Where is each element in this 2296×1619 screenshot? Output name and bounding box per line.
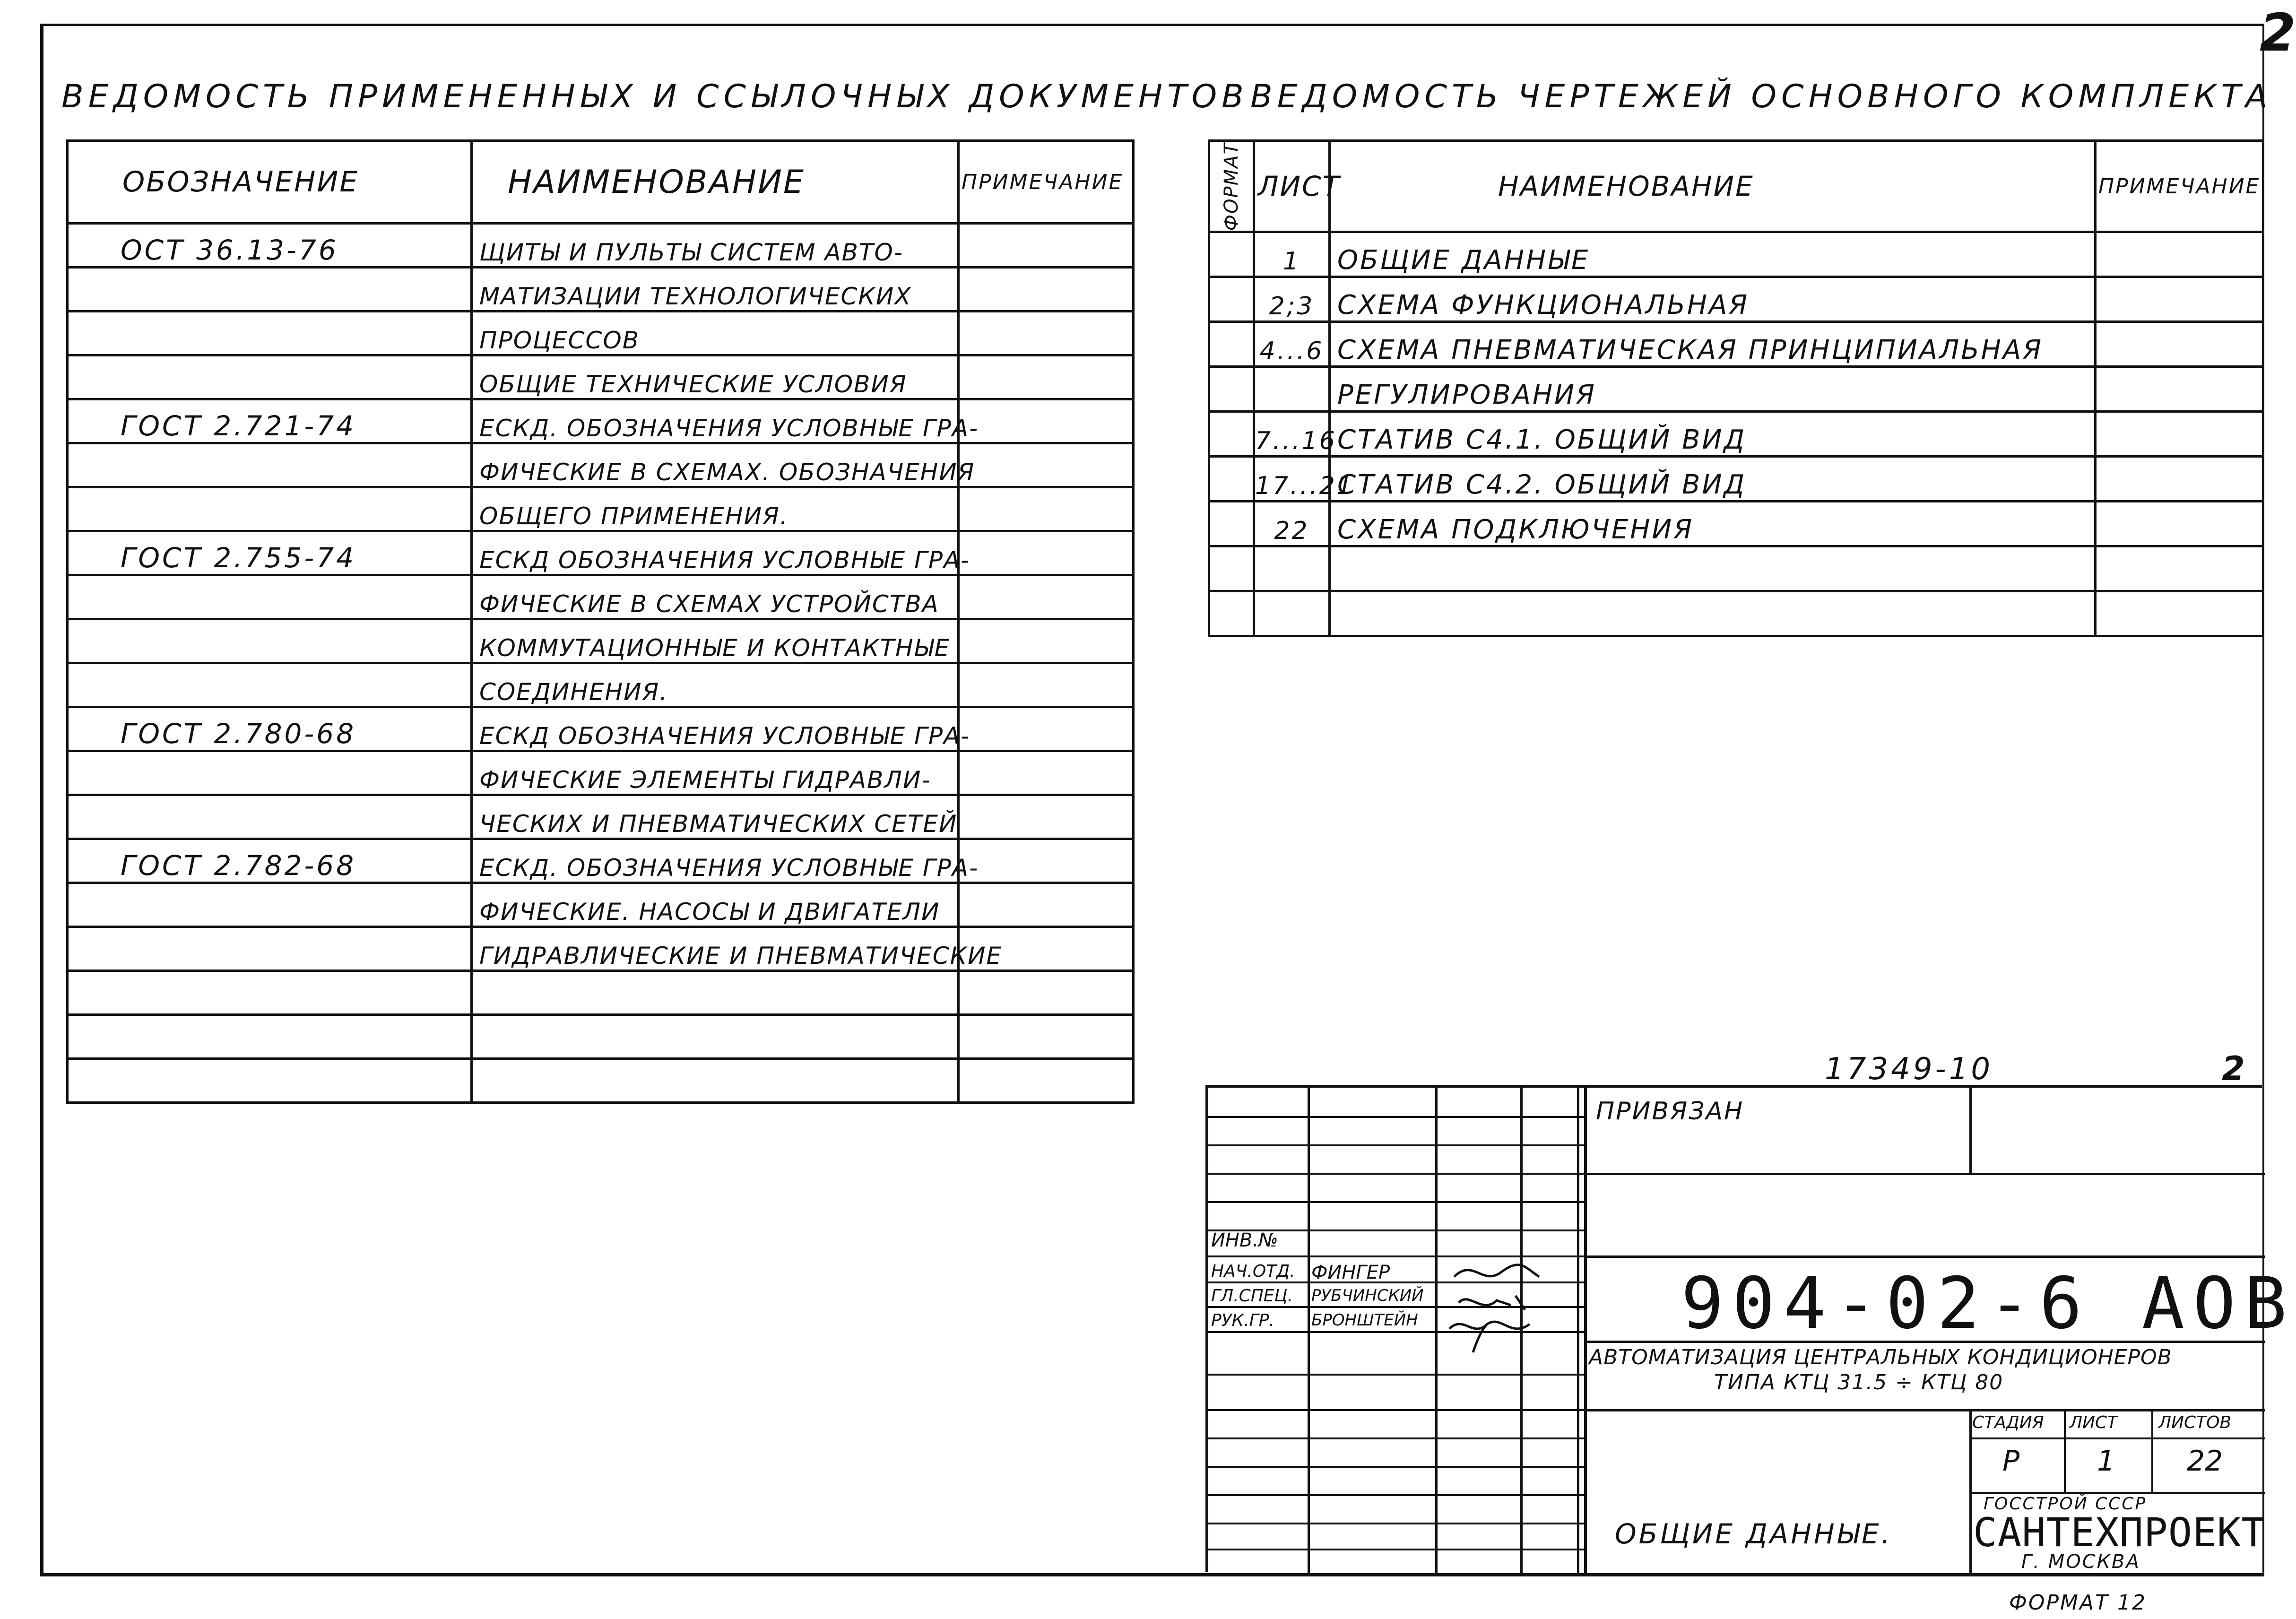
drawings-row	[1209, 232, 2263, 277]
refs-row	[68, 619, 1134, 663]
sheet-label: ЛИСТ	[2070, 1413, 2118, 1432]
drawings-format-cell	[1209, 412, 1254, 457]
drawings-sheet-cell: 7...16	[1254, 412, 1330, 457]
drawings-note-cell	[2096, 367, 2263, 412]
refs-code-cell	[68, 927, 472, 971]
drawings-note-cell	[2096, 502, 2263, 546]
drawings-format-cell	[1209, 457, 1254, 502]
refs-note-cell	[959, 839, 1134, 883]
refs-name-cell: ЕСКД. ОБОЗНАЧЕНИЯ УСЛОВНЫЕ ГРА-	[472, 399, 959, 443]
refs-code-cell	[68, 312, 472, 355]
refs-row	[68, 355, 1134, 399]
refs-code-cell: ОСТ 36.13-76	[68, 224, 472, 268]
refs-note-cell	[959, 312, 1134, 355]
refs-row	[68, 487, 1134, 531]
refs-row	[68, 839, 1134, 883]
refs-note-cell	[959, 883, 1134, 927]
refs-name-cell: ЕСКД. ОБОЗНАЧЕНИЯ УСЛОВНЫЕ ГРА-	[472, 839, 959, 883]
drawings-name-cell	[1330, 591, 2096, 636]
drawings-sheet-cell: 22	[1254, 502, 1330, 546]
inv-label: ИНВ.№	[1211, 1229, 1278, 1251]
refs-header-row	[68, 141, 1134, 224]
refs-row	[68, 971, 1134, 1015]
refs-note-cell	[959, 971, 1134, 1015]
drawings-name-cell: ОБЩИЕ ДАННЫЕ	[1330, 232, 2096, 277]
refs-note-cell	[959, 355, 1134, 399]
refs-code-cell	[68, 443, 472, 487]
refs-row	[68, 1059, 1134, 1103]
sheet-value: 1	[2097, 1445, 2115, 1478]
refs-note-cell	[959, 224, 1134, 268]
refs-note-cell	[959, 751, 1134, 795]
drawings-note-cell	[2096, 232, 2263, 277]
refs-code-cell	[68, 1059, 472, 1103]
refs-row	[68, 312, 1134, 355]
refs-name-cell: ОБЩИЕ ТЕХНИЧЕСКИЕ УСЛОВИЯ	[472, 355, 959, 399]
refs-code-cell	[68, 268, 472, 312]
refs-code-cell	[68, 1015, 472, 1059]
refs-code-cell: ГОСТ 2.755-74	[68, 531, 472, 575]
refs-row	[68, 927, 1134, 971]
refs-note-cell	[959, 575, 1134, 619]
drawings-table	[1208, 139, 2264, 637]
refs-row	[68, 1015, 1134, 1059]
signatory-name-2: РУБЧИНСКИЙ	[1311, 1286, 1424, 1305]
drawings-name-cell: РЕГУЛИРОВАНИЯ	[1330, 367, 2096, 412]
refs-name-cell: ЧЕСКИХ И ПНЕВМАТИЧЕСКИХ СЕТЕЙ	[472, 795, 959, 839]
drawings-note-cell	[2096, 546, 2263, 591]
drawings-note-cell	[2096, 591, 2263, 636]
drawings-header-format: ФОРМАТ	[1209, 141, 1254, 232]
refs-name-cell: ЩИТЫ И ПУЛЬТЫ СИСТЕМ АВТО-	[472, 224, 959, 268]
refs-code-cell	[68, 619, 472, 663]
refs-note-cell	[959, 663, 1134, 707]
title-block	[1205, 1085, 2296, 1573]
refs-name-cell	[472, 971, 959, 1015]
drawings-row	[1209, 457, 2263, 502]
refs-code-cell: ГОСТ 2.782-68	[68, 839, 472, 883]
refs-row	[68, 751, 1134, 795]
refs-name-cell: ФИЧЕСКИЕ В СХЕМАХ УСТРОЙСТВА	[472, 575, 959, 619]
refs-note-cell	[959, 487, 1134, 531]
refs-name-cell	[472, 1015, 959, 1059]
refs-row	[68, 268, 1134, 312]
refs-name-cell: ЕСКД ОБОЗНАЧЕНИЯ УСЛОВНЫЕ ГРА-	[472, 707, 959, 751]
drawings-sheet-cell: 1	[1254, 232, 1330, 277]
drawings-row	[1209, 277, 2263, 322]
drawings-note-cell	[2096, 277, 2263, 322]
drawings-sheet-cell: 4...6	[1254, 322, 1330, 367]
drawings-header-name: НАИМЕНОВАНИЕ	[1330, 141, 2096, 232]
refs-code-cell	[68, 751, 472, 795]
signatory-role-3: РУК.ГР.	[1211, 1311, 1274, 1330]
refs-row	[68, 224, 1134, 268]
drawings-sheet-cell	[1254, 367, 1330, 412]
refs-name-cell: КОММУТАЦИОННЫЕ И КОНТАКТНЫЕ	[472, 619, 959, 663]
drawings-row	[1209, 546, 2263, 591]
refs-name-cell	[472, 1059, 959, 1103]
refs-row	[68, 663, 1134, 707]
stage-label: СТАДИЯ	[1972, 1413, 2044, 1432]
drawings-header-row	[1209, 141, 2263, 232]
refs-note-cell	[959, 619, 1134, 663]
drawings-sheet-cell: 2;3	[1254, 277, 1330, 322]
designation: 904-02-6 АОВ	[1681, 1263, 2296, 1345]
drawings-sheet-cell	[1254, 591, 1330, 636]
refs-name-cell: ГИДРАВЛИЧЕСКИЕ И ПНЕВМАТИЧЕСКИЕ	[472, 927, 959, 971]
drawings-title: ВЕДОМОСТЬ ЧЕРТЕЖЕЙ ОСНОВНОГО КОМПЛЕКТА	[1250, 78, 2272, 115]
org-name: САНТЕХПРОЕКТ	[1973, 1509, 2266, 1556]
refs-row	[68, 399, 1134, 443]
refs-note-cell	[959, 443, 1134, 487]
drawings-note-cell	[2096, 322, 2263, 367]
project-line-2: ТИПА КТЦ 31.5 ÷ КТЦ 80	[1714, 1370, 2004, 1394]
sheets-value: 22	[2187, 1445, 2223, 1478]
refs-code-cell	[68, 971, 472, 1015]
refs-note-cell	[959, 707, 1134, 751]
refs-name-cell: ЕСКД ОБОЗНАЧЕНИЯ УСЛОВНЫЕ ГРА-	[472, 531, 959, 575]
drawings-note-cell	[2096, 412, 2263, 457]
refs-note-cell	[959, 531, 1134, 575]
refs-name-cell: ФИЧЕСКИЕ В СХЕМАХ. ОБОЗНАЧЕНИЯ	[472, 443, 959, 487]
drawings-format-cell	[1209, 232, 1254, 277]
drawings-body	[1209, 232, 2263, 636]
refs-row	[68, 531, 1134, 575]
refs-code-cell	[68, 795, 472, 839]
bound-label: ПРИВЯЗАН	[1596, 1097, 1744, 1126]
refs-code-cell	[68, 355, 472, 399]
refs-header-note: ПРИМЕЧАНИЕ	[959, 141, 1134, 224]
refs-row	[68, 795, 1134, 839]
refs-code-cell	[68, 487, 472, 531]
drawings-name-cell: СХЕМА ПОДКЛЮЧЕНИЯ	[1330, 502, 2096, 546]
refs-note-cell	[959, 795, 1134, 839]
drawings-format-cell	[1209, 591, 1254, 636]
refs-note-cell	[959, 1059, 1134, 1103]
refs-name-cell: МАТИЗАЦИИ ТЕХНОЛОГИЧЕСКИХ	[472, 268, 959, 312]
drawings-format-cell	[1209, 367, 1254, 412]
refs-code-cell: ГОСТ 2.780-68	[68, 707, 472, 751]
drawings-row	[1209, 502, 2263, 546]
refs-name-cell: ПРОЦЕССОВ	[472, 312, 959, 355]
format-note: ФОРМАТ 12	[2009, 1591, 2147, 1615]
drawings-header-sheet: ЛИСТ	[1254, 141, 1330, 232]
drawings-name-cell	[1330, 546, 2096, 591]
page-number: 2	[2260, 2, 2296, 63]
refs-name-cell: ФИЧЕСКИЕ ЭЛЕМЕНТЫ ГИДРАВЛИ-	[472, 751, 959, 795]
refs-code-cell	[68, 663, 472, 707]
drawings-header-note: ПРИМЕЧАНИЕ	[2096, 141, 2263, 232]
drawings-row	[1209, 367, 2263, 412]
drawings-format-cell	[1209, 546, 1254, 591]
refs-row	[68, 883, 1134, 927]
refs-row	[68, 707, 1134, 751]
signatory-name-1: ФИНГЕР	[1311, 1262, 1390, 1283]
project-line-1: АВТОМАТИЗАЦИЯ ЦЕНТРАЛЬНЫХ КОНДИЦИОНЕРОВ	[1589, 1345, 2172, 1369]
drawings-format-cell	[1209, 277, 1254, 322]
refs-name-cell: ФИЧЕСКИЕ. НАСОСЫ И ДВИГАТЕЛИ	[472, 883, 959, 927]
signatory-role-1: НАЧ.ОТД.	[1211, 1262, 1295, 1281]
sheet-mark: 2	[2222, 1049, 2245, 1088]
refs-code-cell	[68, 575, 472, 619]
drawings-format-cell	[1209, 322, 1254, 367]
refs-note-cell	[959, 1015, 1134, 1059]
refs-name-cell: ОБЩЕГО ПРИМЕНЕНИЯ.	[472, 487, 959, 531]
drawings-name-cell: СХЕМА ПНЕВМАТИЧЕСКАЯ ПРИНЦИПИАЛЬНАЯ	[1330, 322, 2096, 367]
org-line-1: ГОССТРОЙ СССР	[1984, 1494, 2147, 1514]
refs-row	[68, 443, 1134, 487]
refs-header-code: ОБОЗНАЧЕНИЕ	[68, 141, 472, 224]
org-city: Г. МОСКВА	[2021, 1551, 2140, 1573]
drawings-format-cell	[1209, 502, 1254, 546]
refs-code-cell: ГОСТ 2.721-74	[68, 399, 472, 443]
refs-row	[68, 575, 1134, 619]
drawings-row	[1209, 591, 2263, 636]
refs-name-cell: СОЕДИНЕНИЯ.	[472, 663, 959, 707]
drawings-sheet-cell	[1254, 546, 1330, 591]
refs-note-cell	[959, 399, 1134, 443]
signatory-role-2: ГЛ.СПЕЦ.	[1211, 1286, 1293, 1306]
signatures	[1445, 1258, 1586, 1371]
drawings-name-cell: СТАТИВ С4.2. ОБЩИЙ ВИД	[1330, 457, 2096, 502]
refs-note-cell	[959, 268, 1134, 312]
refs-table	[66, 139, 1135, 1104]
refs-header-name: НАИМЕНОВАНИЕ	[472, 141, 959, 224]
drawings-sheet-cell: 17...21	[1254, 457, 1330, 502]
refs-title: ВЕДОМОСТЬ ПРИМЕНЕННЫХ И ССЫЛОЧНЫХ ДОКУМЕНТОВ	[61, 78, 1248, 115]
drawings-row	[1209, 322, 2263, 367]
refs-body	[68, 224, 1134, 1103]
sheet-title: ОБЩИЕ ДАННЫЕ.	[1615, 1518, 1893, 1550]
drawings-row	[1209, 412, 2263, 457]
sheets-label: ЛИСТОВ	[2158, 1413, 2232, 1432]
stage-value: Р	[2002, 1445, 2020, 1478]
drawings-note-cell	[2096, 457, 2263, 502]
refs-code-cell	[68, 883, 472, 927]
drawings-name-cell: СТАТИВ С4.1. ОБЩИЙ ВИД	[1330, 412, 2096, 457]
doc-number: 17349-10	[1825, 1052, 1993, 1087]
drawings-name-cell: СХЕМА ФУНКЦИОНАЛЬНАЯ	[1330, 277, 2096, 322]
signatory-name-3: БРОНШТЕЙН	[1311, 1311, 1418, 1330]
